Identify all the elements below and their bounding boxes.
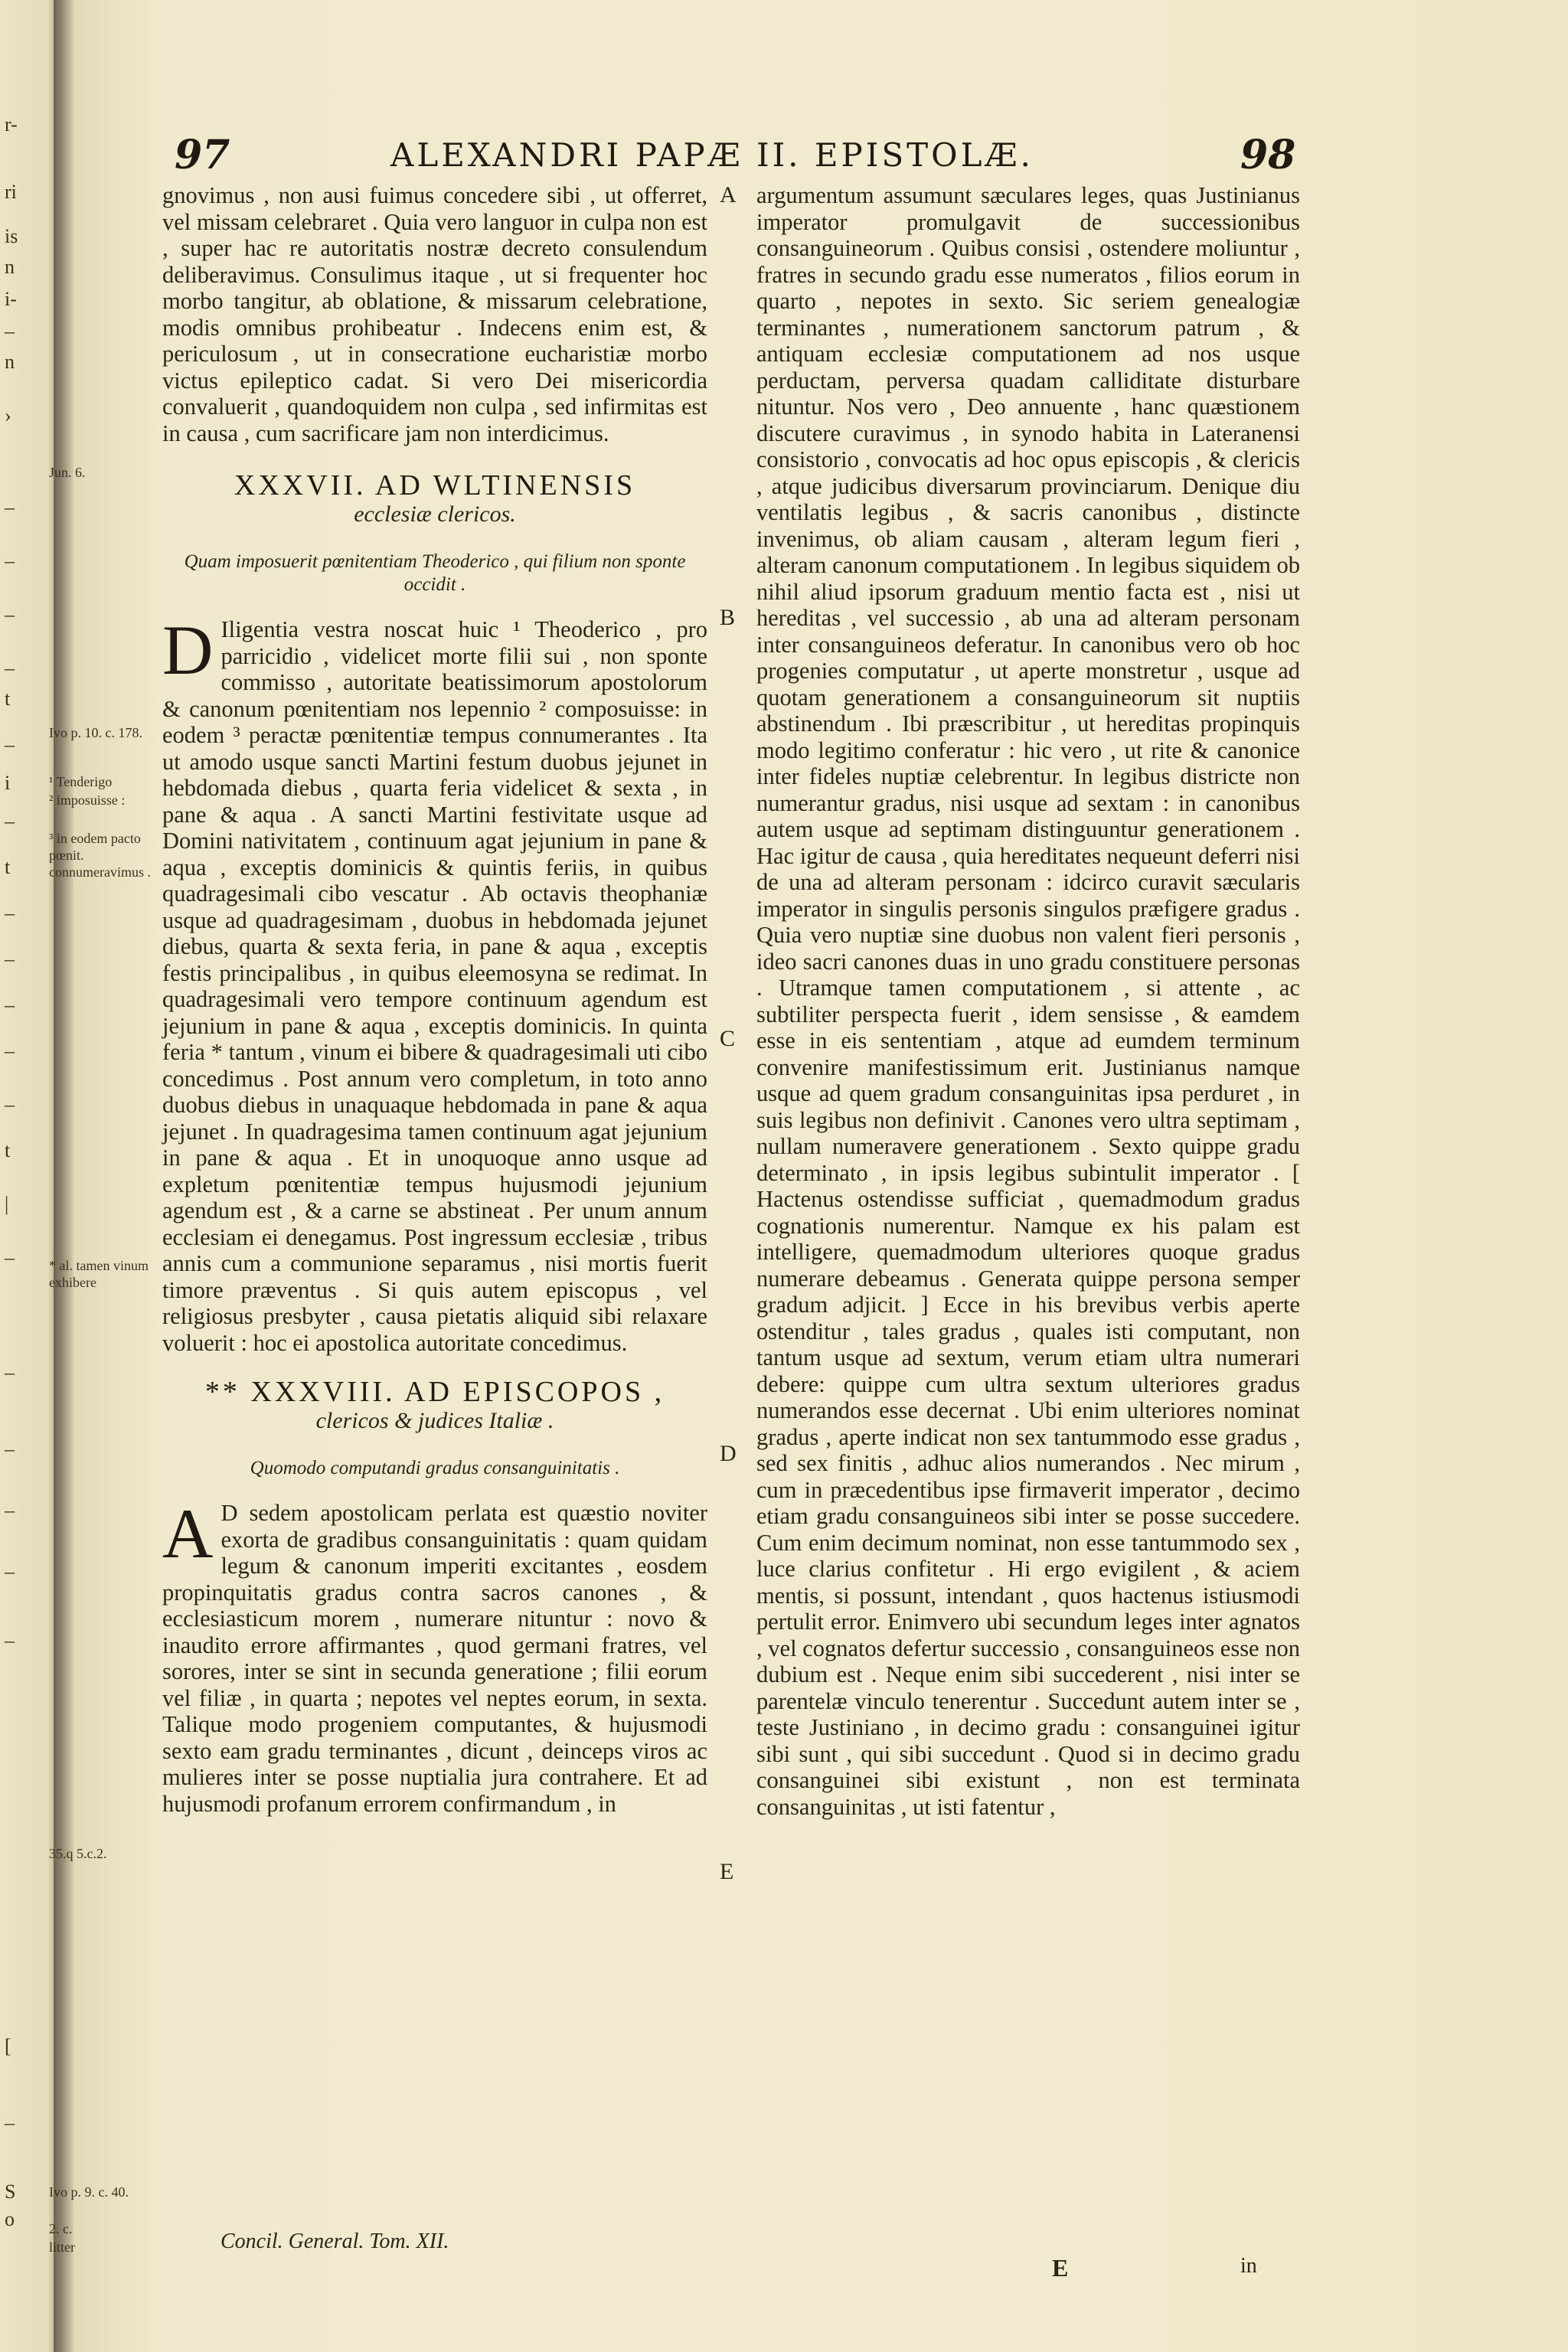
prev-page-mark: ›: [5, 404, 11, 426]
margin-letter-a: A: [720, 182, 737, 207]
margin-note: 35.q 5.c.2.: [49, 1846, 107, 1861]
prev-page-mark: t: [5, 688, 11, 710]
right-column: [756, 182, 1300, 1820]
margin-note: litter: [49, 2239, 75, 2255]
drop-cap: A: [162, 1494, 214, 1573]
right-page-number: 98: [1240, 132, 1296, 178]
section-text: D sedem apostolicam perlata est quæstio noviter exorta de gradibus consanguinitatis : quam quidam legum & canonum imperiti excitantes , eosdem propinquitatis gradus contra sacros canones , & ecclesiasticum morem , numerare nituntur : novo & inaudito errore affirmantes , quod germani fratres, vel sorores, inter se sint in secunda generatione ; filii eorum vel filiæ , in quarta ; nepotes vel neptes eorum, in sexta. Talique modo progeniem computantes, & hujusmodi sexto eam gradu terminantes , dicunt , deinceps viros ac mulieres inter se posse nuptialia jura contrahere. Et ad hujusmodi profanum errorem confirmandum , in: [162, 1500, 707, 1817]
section-text: Iligentia vestra noscat huic ¹ Theoderico , pro parricidio , videlicet morte filii sui , non sponte commisso , autoritate beatissimorum apostolorum & canonum pœnitentiam nos lepennio ² composuisse: in eodem ³ peractæ pœnitentiæ tempus connumerantes . Ita ut amodo usque sancti Martini festum duobus jejunet in hebdomada diebus , quarta feria videlicet & sexta , in pane & aqua . A sancti Martini festivitate usque ad Domini nativitatem , continuum agat jejunium in pane & aqua , exceptis dominicis & quintis feriis, in quibus quadragesimali cibo vescatur . Ab octavis theophaniæ usque ad quadragesimam , duobus in hebdomada jejunet diebus, quarta & sexta feria, in pane & aqua , exceptis festis principalibus , in quibus eleemosyna se redimat. In quadragesimali vero tempore continuum agendum est jejunium in pane & aqua , exceptis dominicis. In quinta feria * tantum , vinum ei bibere & quadragesimali uti cibo concedimus . Post annum vero completum, in toto anno duobus diebus in unaquaque hebdomada in pane & aqua jejunet . In quadragesima tamen continuum agat jejunium in pane & aqua . Et in unoquoque anno usque ad expletum pœnitentiæ tempus hujusmodi jejunium agendum est , & a carne se abstineat . Per unum annum ecclesiam ei denegamus. Post ingressum ecclesiæ , tribus annis cum a communione separamus , nisi mortis fuerit timore præventus . Si quis autem episcopus , vel religiosus presbyter , causa pietatis aliquid sibi relaxare voluerit : hoc ei apostolica autoritate concedimus.: [162, 616, 707, 1356]
section-body: [162, 1494, 707, 1817]
prev-page-mark: –: [5, 2112, 15, 2134]
prev-page-mark: –: [5, 320, 15, 342]
section-body: [162, 611, 707, 1356]
margin-note: Ivo p. 9. c. 40.: [49, 2184, 129, 2200]
prev-page-mark: i: [5, 772, 11, 794]
margin-letter-b: B: [720, 605, 736, 630]
margin-letter-d: D: [720, 1441, 737, 1466]
prev-page-mark: n: [5, 351, 15, 373]
paragraph: argumentum assumunt sæculares leges, quas Justinianus imperator promulgavit de successionibus consanguineorum . Quibus consisi , ostendere moliuntur , fratres in secundo gradu esse numeratos , filios eorum in quarto , nepotes in sexto. Sic seriem genealogiæ terminantes , numerationem sanctorum patrum , & antiquam ecclesiæ computationem ad nos usque perductam, perversa quadam calliditate disturbare nituntur. Nos vero , Deo annuente , hanc quæstionem discutere curavimus , in synodo habita in Lateranensi consistorio , convocatis ad hoc opus episcopis , & clericis , atque judicibus diversarum provinciarum. Denique diu ventilatis legibus , & sacris canonibus , distincte invenimus, ob aliam causam , alteram legum fieri , alteram canonum computationem . In legibus siquidem ob nihil aliud ipsorum graduum mentio facta est , nisi ut hereditas , vel successio , ab una ad alteram personam inter consanguineos deferatur. In canonibus vero ob hoc progenies computatur , ut aperte monstretur , usque ad quotam generationem a consanguineorum sit nuptiis abstinendum . Ibi præscribitur , ut hereditas propinquis modo legitimo conferatur : hic vero , ut rite & canonice inter fideles nuptiæ celebrentur. In legibus districte non numerantur gradus, nisi usque ad sextam : in canonibus autem usque ad septimam distinguuntur generationem . Hac igitur de causa , quia hereditates nequeunt deferri nisi de una ad alteram personam : idcirco curavit sæcularis imperator in singulis personis singulos præfigere gradus . Quia vero nuptiæ sine duobus non valent fieri personis , ideo sacri canones duas in uno gradu constituere personas . Utramque tamen computationem , si attente , ac subtiliter perspecta fuerit , idem sensisse , & eamdem esse in eis sententiam , atque ad eumdem terminum convenire manifestissimum erit. Justinianus namque usque ad quem gradum consanguinitas ipsa perduret , in suis legibus non definivit . Canones vero ultra septimam , nullam numeravere generationem . Sexto quippe gradu determinato , in ipsis legibus subintulit imperator . [ Hactenus ostendisse sufficiat , quemadmodum gradus cognationis numerentur. Namque ex his palam est intelligere, quemadmodum ulteriores quoque gradus numerare debeamus . Generata quippe persona semper gradum adjicit. ] Ecce in his brevibus verbis aperte ostenditur , tales gradus , quales isti computant, non tantum usque ad sextum, verum etiam ultra numerari debere: quippe cum ultra sextum ulteriores gradus numerandos esse decernat . Ubi enim ulteriores nominat gradus , aperte indicat non sex tantummodo esse gradus , sed sex finitis , adhuc alios numerandos . Nec mirum , cum in præcedentibus ipse firmaverit imperator , decimo etiam gradu consanguineos sibi inter se posse succedere. Cum enim decimum nominat, non esse tantummodo sex , luce clarius confitetur . Hi ergo evigilent , & aciem mentis, si possunt, intendant , quos hactenus istiusmodi pertulit error. Enimvero ubi secundum leges inter agnatos , vel cognatos defertur successio , consanguineos esse non dubium est . Neque enim sibi succederent , nisi inter se parentelæ vinculo tenerentur . Succedunt autem inter se , teste Justiniano , in decimo gradu : consanguinei igitur sibi sunt , qui sibi succedunt . Quod si in decimo gradu consanguinei sibi existunt , non est terminata consanguinitas , ut isti fatentur ,: [756, 182, 1300, 1820]
margin-note: Ivo p. 10. c. 178.: [49, 725, 142, 740]
margin-note: ¹ Tenderigo: [49, 774, 113, 789]
prev-page-mark: –: [5, 1361, 15, 1383]
prev-page-mark: i-: [5, 288, 17, 310]
prev-page-mark: –: [5, 1560, 15, 1583]
section-summary: Quam imposuerit pœnitentiam Theoderico , qui filium non sponte occidit .: [184, 551, 686, 595]
prev-page-mark: –: [5, 1093, 15, 1116]
prev-page-mark: t: [5, 856, 11, 878]
margin-note: 2. c.: [49, 2221, 73, 2236]
prev-page-mark: –: [5, 657, 15, 679]
section-heading: XXXVII. AD WLTINENSIS: [234, 469, 636, 501]
prev-page-mark: ri: [5, 181, 17, 203]
page-header: [0, 132, 1568, 185]
margin-note: Jun. 6.: [49, 465, 86, 480]
prev-page-mark: r-: [5, 113, 18, 136]
catchword: in: [1240, 2254, 1257, 2278]
prev-page-mark: –: [5, 496, 15, 518]
paragraph: gnovimus , non ausi fuimus concedere sibi , ut offerret, vel missam celebraret . Quia vero languor in culpa non est , super hac re autoritatis nostræ decreto consulendum deliberavimus. Consulimus itaque , ut si frequenter hoc morbo tangitur, ab oblatione, & missarum celebratione, modis omnibus prohibeatur . Indecens enim est, & periculosum , ut in consecratione eucharistiæ morbo victus epileptico cadat. Si vero Dei misericordia convaluerit , quandoquidem non culpa , sed infirmitas est in causa , cum sacrificare jam non interdicimus.: [162, 182, 707, 446]
signature-mark: E: [1052, 2254, 1069, 2282]
prev-page-mark: –: [5, 550, 15, 572]
margin-letter-e: E: [720, 1859, 734, 1884]
prev-page-mark: –: [5, 810, 15, 832]
prev-page-mark: is: [5, 225, 18, 247]
drop-cap: D: [162, 611, 214, 689]
margin-note: ³ in eodem pacto pœnit. connumeravimus .: [49, 831, 151, 880]
prev-page-mark: o: [5, 2208, 15, 2230]
prev-page-mark: –: [5, 733, 15, 756]
section-subheading: clericos & judices Italiæ .: [315, 1408, 554, 1433]
left-page-number: 97: [175, 132, 230, 178]
prev-page-mark: S: [5, 2180, 16, 2203]
section-heading: ** XXXVIII. AD EPISCOPOS ,: [204, 1376, 665, 1408]
margin-letter-c: C: [720, 1026, 736, 1051]
prev-page-mark: –: [5, 603, 15, 626]
prev-page-mark: t: [5, 1139, 11, 1161]
prev-page-mark: |: [5, 1193, 9, 1215]
prev-page-mark: –: [5, 1438, 15, 1460]
page-gutter-shadow: [54, 0, 74, 2352]
prev-page-mark: –: [5, 902, 15, 924]
prev-page-mark: n: [5, 256, 15, 278]
prev-page-mark: –: [5, 994, 15, 1016]
signature-line: Concil. General. Tom. XII.: [220, 2230, 449, 2253]
prev-page-mark: –: [5, 1629, 15, 1651]
prev-page-mark: –: [5, 1040, 15, 1062]
prev-page-mark: –: [5, 1246, 15, 1269]
margin-note: * al. tamen vinum exhibere: [49, 1258, 149, 1290]
prev-page-mark: –: [5, 948, 15, 970]
prev-page-mark: –: [5, 1499, 15, 1521]
left-column: [162, 182, 707, 1817]
margin-note: ² imposuisse :: [49, 792, 126, 808]
running-title: ALEXANDRI PAPÆ II. EPISTOLÆ.: [390, 136, 1034, 174]
section-summary: Quomodo computandi gradus consanguinitatis .: [250, 1458, 620, 1478]
prev-page-mark: [: [5, 2035, 11, 2057]
section-subheading: ecclesiæ clericos.: [354, 501, 516, 527]
